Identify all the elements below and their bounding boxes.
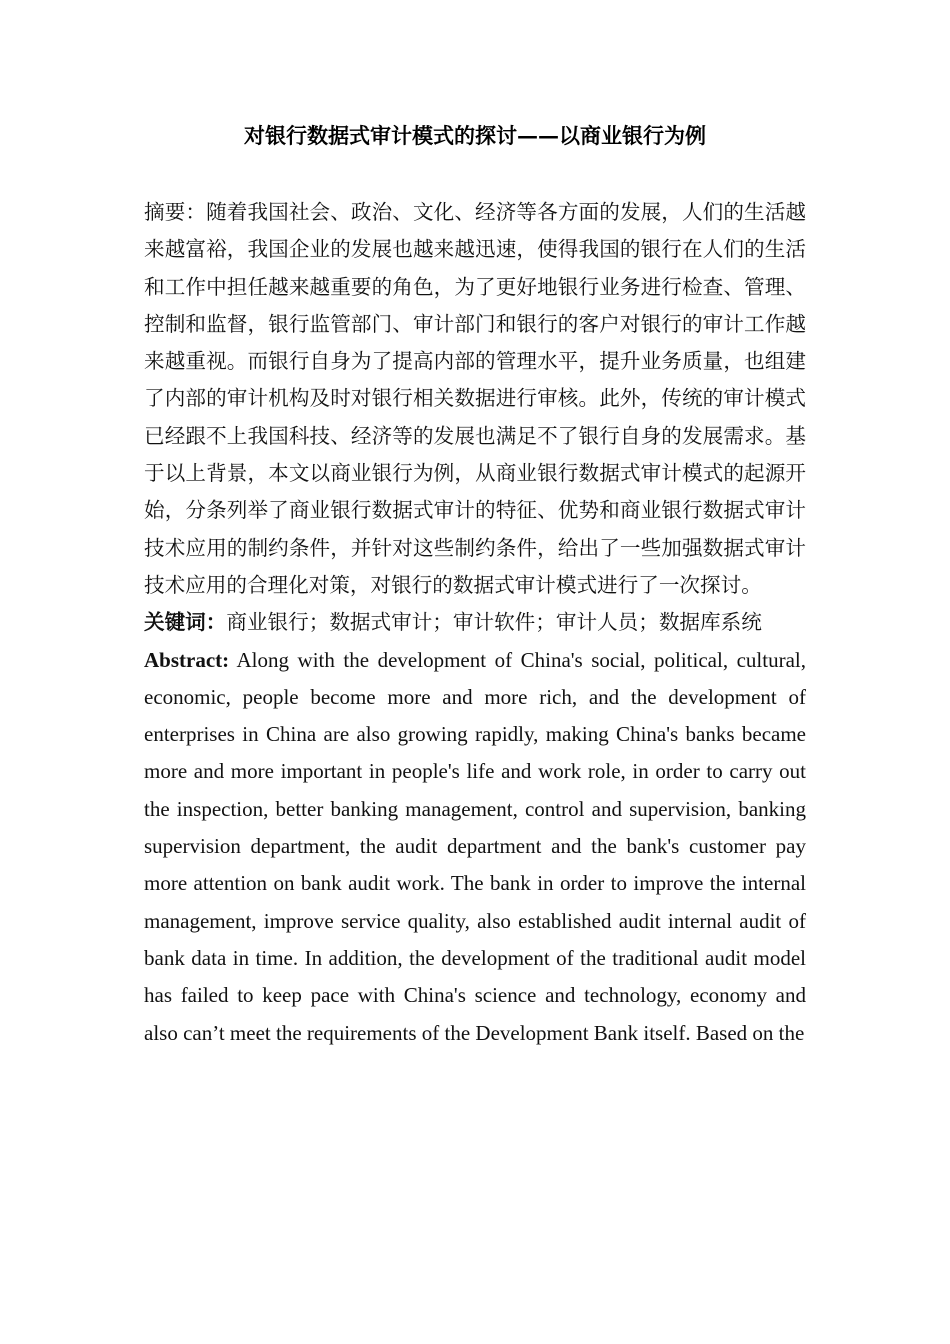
abstract-en-label: Abstract: xyxy=(144,647,230,672)
keywords-zh-text: 商业银行；数据式审计；审计软件；审计人员；数据库系统 xyxy=(226,610,762,635)
abstract-en-text: Along with the development of China's social, political, cultural, economic, people become more and more rich, and the development of enterprises in China are also growing rapidly, making China's banks became more and more important in people's life and work role, in order to carry out the inspection, better banking management, control and supervision, banking supervision department, the audit department and the bank's customer pay more attention on bank audit work. The bank in order to improve the internal management, improve service quality, also established audit internal audit of bank data in time. In addition, the development of the traditional audit model has failed to keep pace with China's science and technology, economy and also can’t meet the requirements of the Development Bank itself. Based on the xyxy=(144,647,806,1045)
abstract-en-paragraph xyxy=(144,642,806,1052)
abstract-zh-text: 随着我国社会、政治、文化、经济等各方面的发展，人们的生活越来越富裕，我国企业的发展也越来越迅速，使得我国的银行在人们的生活和工作中担任越来越重要的角色，为了更好地银行业务进行检查、管理、控制和监督，银行监管部门、审计部门和银行的客户对银行的审计工作越来越重视。而银行自身为了提高内部的管理水平，提升业务质量，也组建了内部的审计机构及时对银行相关数据进行审核。此外，传统的审计模式已经跟不上我国科技、经济等的发展也满足不了银行自身的发展需求。基于以上背景，本文以商业银行为例，从商业银行数据式审计模式的起源开始，分条列举了商业银行数据式审计的特征、优势和商业银行数据式审计技术应用的制约条件，并针对这些制约条件，给出了一些加强数据式审计技术应用的合理化对策，对银行的数据式审计模式进行了一次探讨。 xyxy=(144,200,807,597)
keywords-zh-label: 关键词： xyxy=(144,610,227,635)
document-body xyxy=(144,194,806,1052)
document-title: 对银行数据式审计模式的探讨——以商业银行为例 xyxy=(244,123,706,148)
abstract-zh-label: 摘要： xyxy=(144,200,207,224)
keywords-zh-paragraph xyxy=(144,604,806,641)
abstract-zh-paragraph xyxy=(144,194,806,604)
